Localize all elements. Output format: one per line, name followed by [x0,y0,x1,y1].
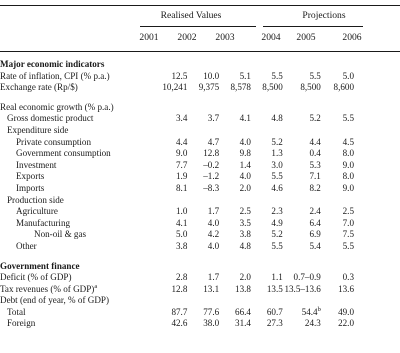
row-label-text: Debt (end of year, % of GDP) [0,295,109,306]
value-text: 2.0 [239,272,251,283]
value-text: 0.4 [309,148,321,159]
row-label-text: Foreign [7,318,36,329]
year-header: 2004 [261,32,281,43]
value-text: 10.0 [203,70,220,81]
value-cell [321,307,354,319]
value-cell [144,183,188,195]
table-row [0,113,354,125]
value-cell [187,272,219,284]
value-cell [251,125,283,137]
value-text: 66.4 [235,306,251,317]
row-label-text: Gross domestic product [7,113,94,124]
value-cell [283,171,321,183]
table-row [0,272,354,284]
row-label-text: Exports [16,171,45,182]
value-text: 5.2 [309,113,321,124]
value-text: 10,241 [162,82,188,93]
row-label-text: Expenditure side [7,124,69,135]
value-cell [321,284,354,296]
value-cell [219,113,251,125]
row-label [0,218,144,230]
value-cell [283,241,321,253]
row-label-text: Total [7,306,26,317]
value-text: –0.2 [203,159,220,170]
value-cell [144,307,188,319]
value-cell [187,307,219,319]
table-row [0,171,354,183]
value-text: 8.0 [342,171,354,182]
value-cell [219,318,251,330]
value-text: 6.4 [309,217,321,228]
value-text: 4.4 [176,136,188,147]
value-text: 7.1 [309,171,321,182]
value-cell [219,284,251,296]
table-row [0,195,354,207]
value-cell [321,71,354,83]
value-cell [251,272,283,284]
table-row [0,206,354,218]
row-label [0,183,144,195]
row-label-text: Tax revenues (% of GDP) [0,283,95,294]
table-row [0,71,354,83]
value-text: 2.5 [342,206,354,217]
value-cell [251,284,283,296]
value-cell [219,171,251,183]
value-cell [321,318,354,330]
value-cell [187,102,219,114]
value-cell [283,206,321,218]
value-text: 5.2 [271,229,283,240]
value-text: 5.5 [271,240,283,251]
value-cell [219,148,251,160]
row-label [0,125,144,137]
value-text: 0.7–0.9 [293,272,321,283]
value-cell [251,241,283,253]
value-cell [144,125,188,137]
value-text: 3.5 [239,217,251,228]
value-text: 8.0 [342,148,354,159]
value-cell [251,218,283,230]
value-cell [251,183,283,195]
value-cell [219,218,251,230]
year-header: 2002 [177,32,197,43]
row-label [0,307,144,319]
value-text: 22.0 [338,318,354,329]
row-label [0,295,144,307]
value-text: 77.6 [203,306,220,317]
value-text: 4.2 [207,229,220,240]
value-cell [283,218,321,230]
value-cell [144,218,188,230]
row-label [0,102,144,114]
row-label-text: Rate of inflation, CPI (% p.a.) [0,70,110,81]
row-label [0,137,144,149]
value-cell [283,82,321,94]
value-cell [219,183,251,195]
value-text: 3.8 [239,229,251,240]
value-text: 6.9 [309,229,321,240]
value-text: 7.7 [176,159,188,170]
value-cell [283,307,321,319]
value-text: 4.0 [239,136,251,147]
value-text: 8,600 [333,82,354,93]
value-cell [144,229,188,241]
section-header-row [0,59,354,71]
value-text: 0.3 [342,272,354,283]
row-label [0,160,144,172]
value-cell [321,241,354,253]
row-label [0,171,144,183]
value-text: 5.4 [309,240,321,251]
value-cell [187,195,219,207]
value-cell [321,206,354,218]
value-cell [283,148,321,160]
row-label [0,148,144,160]
row-label-text: Other [16,240,37,251]
table-row [0,241,354,253]
value-cell [251,102,283,114]
table-row [0,318,354,330]
value-cell [144,113,188,125]
value-cell [283,102,321,114]
value-cell [144,82,188,94]
table-row [0,229,354,241]
row-label-text: Real economic growth (% p.a.) [0,101,114,112]
value-text: 4.8 [239,240,251,251]
value-text: 12.5 [171,70,188,81]
value-text: –8.3 [203,182,220,193]
value-cell [321,295,354,307]
section-gap [0,253,354,261]
value-text: 8.2 [309,182,321,193]
value-text: 2.3 [271,206,283,217]
table-row [0,148,354,160]
value-cell [283,295,321,307]
value-cell [219,229,251,241]
value-text: 5.1 [239,70,251,81]
value-text: 5.2 [271,136,283,147]
value-cell [251,195,283,207]
year-header: 2003 [215,32,235,43]
value-cell [321,137,354,149]
value-text: 4.1 [176,217,188,228]
value-cell [187,218,219,230]
row-label [0,272,144,284]
value-text: 13.1 [203,283,220,294]
value-text: –1.2 [203,171,220,182]
value-text: 8,500 [262,82,283,93]
value-cell [219,160,251,172]
value-text: 9.0 [176,148,188,159]
value-text: 5.5 [342,113,354,124]
row-label-text: Private consumption [16,136,92,147]
row-label [0,318,144,330]
header-rule [0,51,400,52]
value-cell [219,125,251,137]
value-cell [219,137,251,149]
value-cell [283,229,321,241]
value-cell [144,241,188,253]
value-text: 2.5 [239,206,251,217]
value-cell [321,102,354,114]
value-text: 5.5 [342,240,354,251]
value-text: 1.9 [176,171,188,182]
value-cell [251,307,283,319]
table-row [0,183,354,195]
value-text: 13.6 [338,283,354,294]
value-cell [187,113,219,125]
value-text: 13.5 [266,283,283,294]
year-header: 2001 [139,32,159,43]
value-cell [251,160,283,172]
value-text: 1.7 [207,272,220,283]
value-cell [321,272,354,284]
footnote-marker: b [317,305,321,313]
value-cell [251,71,283,83]
value-cell [144,318,188,330]
row-label [0,71,144,83]
row-label [0,206,144,218]
value-text: 12.8 [203,148,220,159]
value-text: 9,375 [198,82,220,93]
value-cell [321,195,354,207]
value-cell [283,137,321,149]
value-text: 3.4 [176,113,188,124]
value-cell [187,71,219,83]
table-row [0,307,354,319]
value-text: 4.4 [309,136,321,147]
value-cell [187,171,219,183]
year-header: 2006 [342,32,362,43]
value-text: 5.0 [176,229,188,240]
value-cell [321,82,354,94]
value-text: 4.0 [207,240,220,251]
value-text: 1.1 [271,272,283,283]
value-text: 1.4 [239,159,251,170]
value-text: 54.4 [301,306,318,317]
value-cell [144,272,188,284]
value-text: 5.5 [271,171,283,182]
value-text: 3.8 [176,240,188,251]
row-label [0,229,144,241]
value-text: 4.6 [271,182,283,193]
value-text: 2.8 [176,272,188,283]
value-cell [321,171,354,183]
value-cell [144,295,188,307]
value-cell [144,102,188,114]
value-cell [321,113,354,125]
value-text: 42.6 [171,318,188,329]
value-cell [187,148,219,160]
row-label-text: Investment [16,159,57,170]
realised-values-header: Realised Values [160,10,222,21]
table-row [0,102,354,114]
value-cell [187,206,219,218]
value-text: 38.0 [203,318,220,329]
value-text: 2.0 [239,182,251,193]
indicator-table [0,59,354,330]
value-text: 27.3 [266,318,283,329]
footnote-marker: a [94,282,98,290]
value-text: 5.3 [309,159,321,170]
value-cell [321,125,354,137]
value-text: 8.1 [176,182,188,193]
value-cell [321,160,354,172]
value-cell [251,82,283,94]
value-cell [219,102,251,114]
value-text: 7.0 [342,217,354,228]
value-text: 60.7 [266,306,283,317]
value-cell [219,206,251,218]
value-text: 1.7 [207,206,220,217]
row-label-text: Production side [7,194,64,205]
value-text: 1.0 [176,206,188,217]
value-cell [283,125,321,137]
value-cell [219,272,251,284]
value-text: 4.7 [207,136,220,147]
value-text: 3.0 [271,159,283,170]
value-cell [219,71,251,83]
value-cell [144,160,188,172]
row-label [0,284,144,296]
value-cell [219,195,251,207]
row-label-text: Exchange rate (Rp/$) [0,82,78,93]
value-cell [144,206,188,218]
row-label-text: Non-oil & gas [34,229,87,240]
value-text: 8,500 [300,82,321,93]
value-cell [321,229,354,241]
value-cell [321,148,354,160]
value-cell [283,71,321,83]
value-cell [187,229,219,241]
value-cell [321,183,354,195]
value-cell [144,137,188,149]
value-text: 12.8 [171,283,188,294]
value-cell [251,206,283,218]
table-row [0,82,354,94]
value-text: 1.3 [271,148,283,159]
row-label-text: Deficit (% of GDP) [0,272,72,283]
section-title: Government finance [0,260,80,271]
value-text: 13.5–13.6 [284,283,321,294]
value-cell [283,284,321,296]
value-cell [187,318,219,330]
table-row [0,295,354,307]
value-cell [251,229,283,241]
value-text: 24.3 [304,318,321,329]
value-cell [251,295,283,307]
value-text: 5.5 [271,70,283,81]
section-title: Major economic indicators [0,59,105,69]
table-row [0,137,354,149]
realised-values-rule [140,26,256,27]
row-label [0,241,144,253]
value-cell [144,171,188,183]
value-cell [251,148,283,160]
value-text: 5.0 [342,70,354,81]
row-label-text: Imports [16,182,45,193]
table-row [0,160,354,172]
value-text: 8,578 [230,82,251,93]
row-label-text: Manufacturing [16,217,71,228]
top-rule [0,5,400,6]
value-text: 13.8 [235,283,251,294]
value-cell [283,183,321,195]
value-cell [144,71,188,83]
value-text: 4.9 [271,217,283,228]
row-label [0,195,144,207]
value-cell [144,148,188,160]
value-cell [251,137,283,149]
row-label [0,113,144,125]
value-cell [283,113,321,125]
value-cell [187,284,219,296]
value-text: 9.0 [342,182,354,193]
value-cell [283,318,321,330]
value-text: 3.7 [207,113,220,124]
row-label-text: Government consumption [16,148,111,159]
section-header-row [0,261,354,273]
value-cell [219,307,251,319]
value-cell [187,241,219,253]
value-cell [144,195,188,207]
value-text: 4.0 [239,171,251,182]
section-gap [0,94,354,102]
projections-header: Projections [302,10,346,21]
value-text: 87.7 [171,306,188,317]
value-cell [187,125,219,137]
value-text: 2.4 [309,206,321,217]
value-cell [251,318,283,330]
year-header: 2005 [296,32,316,43]
value-cell [187,160,219,172]
table-row [0,284,354,296]
value-text: 4.0 [207,217,220,228]
value-text: 9.0 [342,159,354,170]
value-text: 7.5 [342,229,354,240]
value-text: 9.8 [239,148,251,159]
value-cell [219,82,251,94]
value-cell [283,272,321,284]
value-text: 49.0 [338,306,354,317]
value-text: 4.5 [342,136,354,147]
value-text: 4.1 [239,113,251,124]
value-cell [144,284,188,296]
row-label-text: Agriculture [16,206,58,217]
value-cell [187,295,219,307]
value-cell [187,82,219,94]
value-cell [219,241,251,253]
value-cell [321,218,354,230]
value-text: 5.5 [309,70,321,81]
value-text: 31.4 [235,318,251,329]
table-row [0,125,354,137]
value-text: 4.8 [271,113,283,124]
value-cell [251,113,283,125]
value-cell [187,137,219,149]
value-cell [283,160,321,172]
value-cell [251,171,283,183]
table-row [0,218,354,230]
value-cell [283,195,321,207]
row-label [0,82,144,94]
projections-rule [263,26,363,27]
value-cell [219,295,251,307]
value-cell [187,183,219,195]
